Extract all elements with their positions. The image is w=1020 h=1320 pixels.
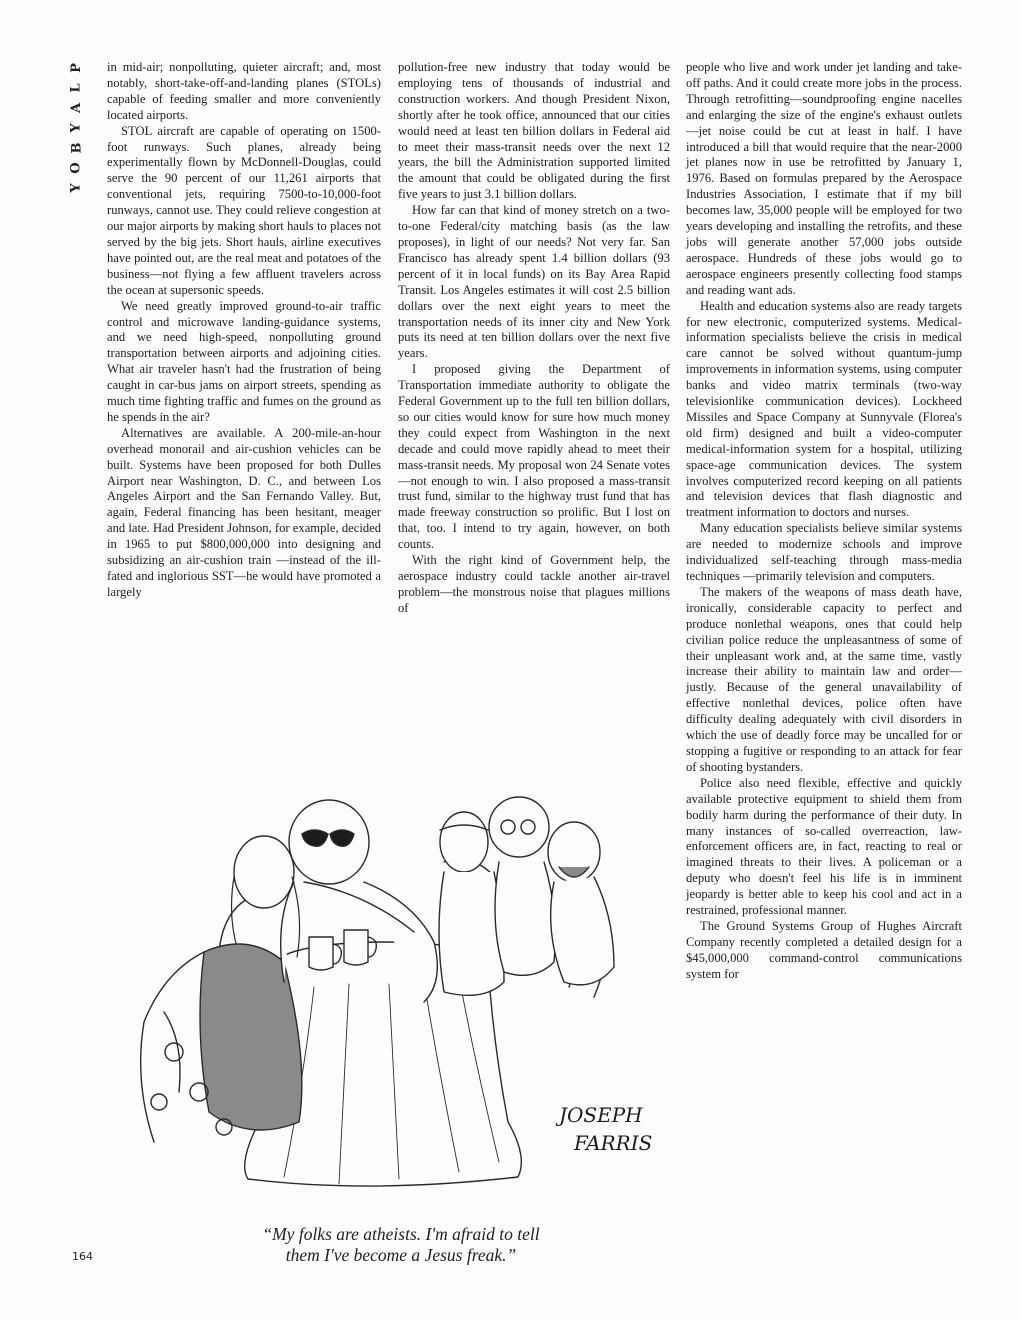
article-paragraph: Alternatives are available. A 200-mile-an-hour overhead monorail and air-cushion vehicles can be built. Systems have been proposed for both Dulles Airport near Washington, D. C., and between Los Angeles Airport and the San Fernando Valley. But, again, Federal financing has been hesitant, meager and late. Had President Johnson, for example, decided in 1965 to put $800,000,000 into designing and subsidizing an air-cushion train —instead of the ill-fated and inglorious SST—he would have promoted a largely xyxy=(107,425,381,599)
masthead xyxy=(66,58,88,198)
article-paragraph: Police also need flexible, effective and quickly available protective equipment to shield them from bodily harm during the performance of their duty. In many instances of so-called overreaction, law-enforcement officers are, in fact, reacting to real or imagined threats to their lives. A policeman or a deputy who doesn't feel his life is in imminent jeopardy is better able to keep his cool and act in a restrained, professional manner. xyxy=(686,775,962,918)
article-paragraph: pollution-free new industry that today would be employing tens of thousands of industrial and construction workers. And though President Nixon, shortly after he took office, announced that our cities would need at least ten billion dollars in Federal aid to meet their mass-transit needs over the next 12 years, the bill the Administration supported limited the amount that could be obligated during the first five years to just 3.1 billion dollars. xyxy=(398,60,670,202)
masthead-letter: Y xyxy=(69,183,84,193)
masthead-letter: A xyxy=(69,102,84,114)
article-paragraph: We need greatly improved ground-to-air traffic control and microwave landing-guidance systems, and we need high-speed, nonpolluting ground transportation between airports and adjoining cities. What air traveler hasn't had the frustration of being caught in car-bus jams on airport streets, spending as much time fighting traffic and fumes on the ground as he spends in the air? xyxy=(107,298,381,424)
article-column-3 xyxy=(686,60,962,983)
signature-line-2: FARRIS xyxy=(574,1131,653,1155)
signature-line-1: JOSEPH xyxy=(559,1103,643,1127)
article-paragraph: Health and education systems also are ready targets for new electronic, computerized systems. Medical-information specialists believe the crisis in medical care cannot be solved without quantum-jump improvements in information systems, using computer banks and video matrix terminals (two-way televisionlike communication devices). Lockheed Missiles and Space Company at Sunnyvale (Florea's old firm) designed and built a video-computer medical-information system for a hospital, utilizing space-age communication devices. The system involves computerized record keeping on all patients and television devices that flash diagnostic and treatment information to doctors and nurses. xyxy=(686,298,962,520)
article-paragraph: With the right kind of Government help, the aerospace industry could tackle another air-travel problem—the monstrous noise that plagues millions of xyxy=(398,553,670,615)
caption-line-1: “My folks are atheists. I'm afraid to tell xyxy=(262,1224,540,1244)
caption-line-2: them I've become a Jesus freak.” xyxy=(285,1245,517,1265)
masthead-letter: Y xyxy=(69,123,84,133)
article-paragraph: The makers of the weapons of mass death have, ironically, considerable capacity to perfect and produce nonlethal weapons, ones that could help civilian police reduce the unpleasantness of some of their unpleasant work and, at the same time, vastly increase their ability to maintain law and order—justly. Because of the general unavailability of effective nonlethal devices, police often have difficulty dealing adequately with civil disorders in which the use of deadly force may be uncalled for or stopping a fugitive or responding to an attack for fear of shooting bystanders. xyxy=(686,584,962,774)
article-paragraph: people who live and work under jet landing and take-off paths. And it could create more jobs in the process. Through retrofitting—soundproofing engine nacelles and enlarging the size of the engine's exhaust outlets—jet noise could be cut at least in half. I have introduced a bill that would require that the near-2000 jet planes now in use be retrofitted by January 1, 1976. Based on formulas prepared by the Aerospace Industries Association, I estimate that if my bill becomes law, 35,000 people will be employed for two years developing and installing the retrofits, and these jobs will generate another 57,000 jobs outside aerospace. Hundreds of these jobs would go to aerospace engineers presently collecting food stamps and reading want ads. xyxy=(686,60,962,297)
article-paragraph: in mid-air; nonpolluting, quieter aircraft; and, most notably, short-take-off-and-landing planes (STOLs) capable of feeding smaller and more conveniently located airports. xyxy=(107,60,381,122)
article-column-1 xyxy=(107,60,381,601)
article-paragraph: How far can that kind of money stretch on a two-to-one Federal/city matching basis (as the law proposes), in light of our needs? Not very far. San Francisco has already spent 1.4 billion dollars (93 percent of it in local funds) on its Bay Area Rapid Transit. Los Angeles estimates it will cost 2.5 billion dollars over the next eight years to meet the transportation needs of its inner city and New York puts its need at ten billion dollars over the next five years. xyxy=(398,203,670,361)
article-paragraph: The Ground Systems Group of Hughes Aircraft Company recently completed a detailed design for a $45,000,000 command-control communications system for xyxy=(686,918,962,981)
page-number: 164 xyxy=(72,1250,93,1263)
article-paragraph: STOL aircraft are capable of operating on 1500-foot runways. Such planes, already being experimentally flown by McDonnell-Douglas, could serve the 90 percent of our 11,261 airports that conventional jets, requiring 7500-to-10,000-foot runways, cannot use. They could relieve congestion at our major airports by making short hauls to places not served by the big jets. Short hauls, airline executives have pointed out, are the real meat and potatoes of the business—not flying a few affluent travelers across the ocean at supersonic speeds. xyxy=(107,123,381,297)
article-paragraph: Many education specialists believe similar systems are needed to modernize schools and improve individualized self-teaching through mass-media techniques —primarily television and computers. xyxy=(686,521,962,583)
article-paragraph: I proposed giving the Department of Transportation immediate authority to obligate the Federal Government up to the full ten billion dollars, so our cities would know for sure how much money they could expect from Washington in the next decade and could move rapidly ahead to meet their mass-transit needs. My proposal won 24 Senate votes—not enough to win. I also proposed a mass-transit trust fund, similar to the highway trust fund that has made freeway construction so prolific. But I lost on that, too. I intend to try again, however, on both counts. xyxy=(398,362,670,552)
cartoon-caption xyxy=(176,1224,626,1266)
article-column-2 xyxy=(398,60,670,617)
artist-signature xyxy=(555,1103,652,1155)
cartoon-illustration xyxy=(104,772,664,1190)
masthead-letter: L xyxy=(68,83,84,93)
masthead-letter: B xyxy=(69,142,84,154)
masthead-letter: P xyxy=(69,63,84,73)
masthead-letter: O xyxy=(68,162,84,174)
